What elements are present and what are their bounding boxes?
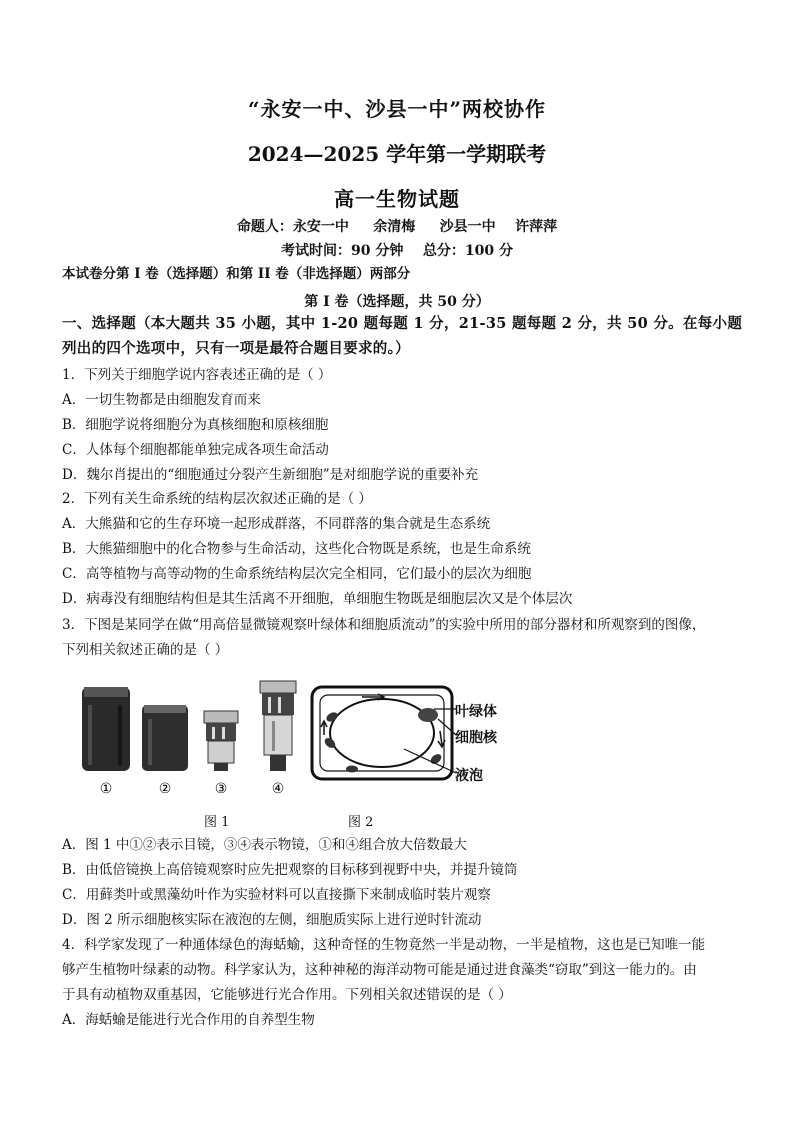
q4-stem-line3: 于具有动植物双重基因，它能够进行光合作用。下列相关叙述错误的是（ ） bbox=[62, 987, 512, 1003]
label-vacuole: 液泡 bbox=[455, 768, 483, 784]
q3-figure bbox=[62, 675, 582, 835]
fig1-num-2: ② bbox=[158, 781, 172, 797]
q3-stem-line1: 3．下图是某同学在做“用高倍显微镜观察叶绿体和细胞质流动”的实验中所用的部分器材和所观察到的图像， bbox=[62, 617, 706, 633]
q1-option-b: B．细胞学说将细胞分为真核细胞和原核细胞 bbox=[62, 417, 329, 433]
q2-option-a: A．大熊猫和它的生存环境一起形成群落，不同群落的集合就是生态系统 bbox=[62, 516, 491, 532]
q2-option-b: B．大熊猫细胞中的化合物参与生命活动，这些化合物既是系统，也是生命系统 bbox=[62, 541, 531, 557]
objective-4-icon bbox=[260, 681, 296, 771]
q3-stem-line2: 下列相关叙述正确的是（ ） bbox=[62, 642, 229, 658]
plant-cell-diagram bbox=[312, 687, 452, 779]
q4-stem-line1: 4．科学家发现了一种通体绿色的海蛞蝓，这种奇怪的生物竟然一半是动物，一半是植物，这也是已知唯一能 bbox=[62, 937, 706, 953]
q1-option-a: A．一切生物都是由细胞发育而来 bbox=[62, 392, 261, 408]
part1-heading: 第 I 卷（选择题，共 50 分） bbox=[304, 294, 490, 310]
label-chloroplast: 叶绿体 bbox=[455, 704, 497, 720]
eyepiece-1-icon bbox=[82, 687, 130, 771]
section1-heading-line2: 列出的四个选项中，只有一项是最符合题目要求的。） bbox=[62, 340, 410, 357]
microscope-figure bbox=[62, 675, 582, 835]
objective-3-icon bbox=[204, 711, 238, 771]
q3-option-c: C．用藓类叶或黑藻幼叶作为实验材料可以直接撕下来制成临时装片观察 bbox=[62, 887, 491, 903]
q2-option-d: D．病毒没有细胞结构但是其生活离不开细胞，单细胞生物既是细胞层次又是个体层次 bbox=[62, 591, 573, 607]
eyepiece-2-icon bbox=[142, 705, 188, 771]
nucleus-shape bbox=[418, 708, 438, 722]
q1-option-c: C．人体每个细胞都能单独完成各项生命活动 bbox=[62, 442, 329, 458]
q2-option-c: C．高等植物与高等动物的生命系统结构层次完全相同，它们最小的层次为细胞 bbox=[62, 566, 532, 582]
q2-stem: 2．下列有关生命系统的结构层次叙述正确的是（ ） bbox=[62, 491, 372, 507]
section1-heading-line1: 一、选择题（本大题共 35 小题，其中 1-20 题每题 1 分，21-35 题每题 2 分，共 50 分。在每小题 bbox=[62, 315, 743, 332]
q1-option-d: D．魏尔肖提出的“细胞通过分裂产生新细胞”是对细胞学说的重要补充 bbox=[62, 467, 479, 483]
exam-title-year: 2024—2025 学年第一学期联考 bbox=[247, 142, 547, 166]
exam-title-subject: 高一生物试题 bbox=[334, 187, 460, 211]
exam-title-schools: “永安一中、沙县一中”两校协作 bbox=[247, 97, 546, 121]
fig1-num-4: ④ bbox=[271, 781, 285, 797]
q1-stem: 1．下列关于细胞学说内容表述正确的是（ ） bbox=[62, 367, 332, 383]
fig1-caption: 图 1 bbox=[204, 815, 230, 830]
q3-option-d: D．图 2 所示细胞核实际在液泡的左侧，细胞质实际上进行逆时针流动 bbox=[62, 912, 482, 928]
fig2-caption: 图 2 bbox=[348, 815, 374, 830]
q4-stem-line2: 够产生植物叶绿素的动物。科学家认为，这种神秘的海洋动物可能是通过进食藻类“窃取”到这一能力的。由 bbox=[62, 962, 697, 978]
q3-option-b: B．由低倍镜换上高倍镜观察时应先把观察的目标移到视野中央，并提升镜筒 bbox=[62, 862, 518, 878]
fig1-num-1: ① bbox=[99, 781, 113, 797]
exam-time-score: 考试时间：90 分钟 总分：100 分 bbox=[281, 243, 513, 259]
q4-option-a: A．海蛞蝓是能进行光合作用的自养型生物 bbox=[62, 1012, 315, 1028]
exam-intro: 本试卷分第 I 卷（选择题）和第 II 卷（非选择题）两部分 bbox=[62, 266, 411, 282]
exam-authors: 命题人：永安一中 余清梅 沙县一中 许萍萍 bbox=[236, 219, 558, 235]
label-nucleus: 细胞核 bbox=[455, 730, 497, 746]
q3-option-a: A．图 1 中①②表示目镜，③④表示物镜，①和④组合放大倍数最大 bbox=[62, 837, 467, 853]
fig1-num-3: ③ bbox=[214, 781, 228, 797]
